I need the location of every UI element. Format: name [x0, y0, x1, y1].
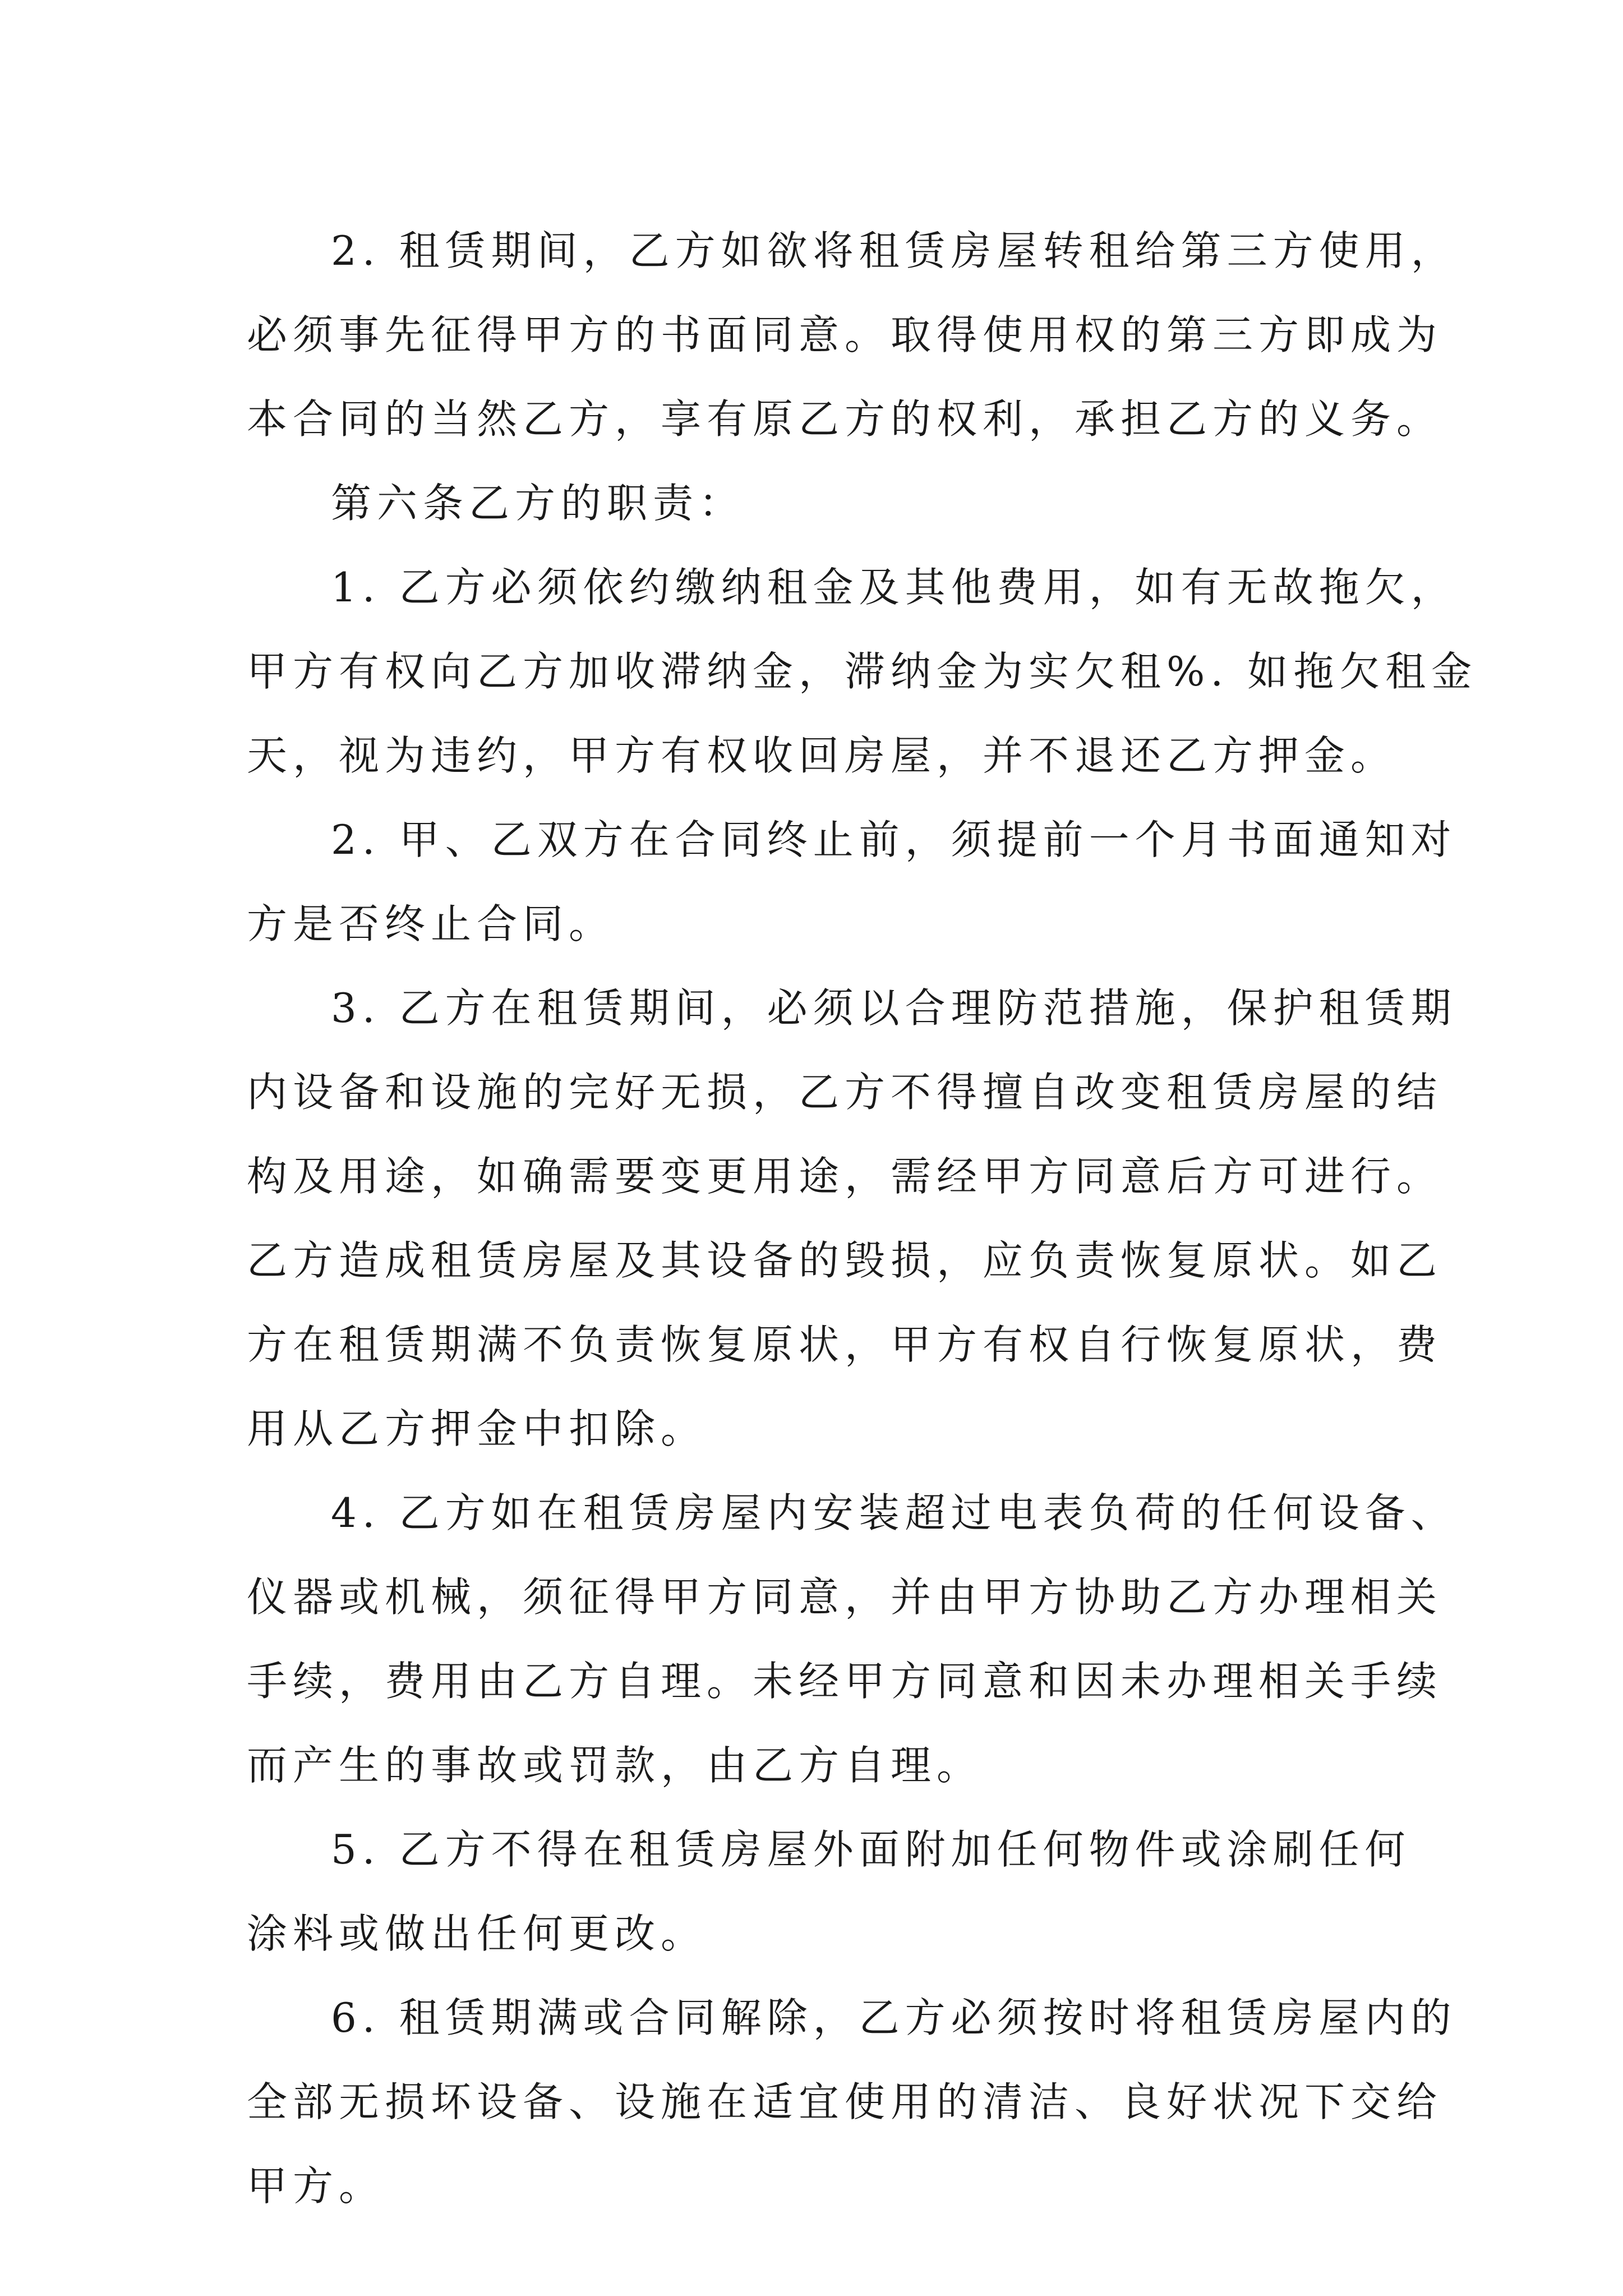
text-line: 乙方造成租赁房屋及其设备的毁损，应负责恢复原状。如乙	[247, 1237, 1443, 1284]
paragraph-p-sublease	[247, 209, 1457, 461]
paragraph-p-item3	[247, 966, 1457, 1471]
text-line: 5. 乙方不得在租赁房屋外面附加任何物件或涂刷任何	[331, 1826, 1411, 1873]
paragraph-p-article6	[247, 461, 1385, 545]
text-line: 而产生的事故或罚款，由乙方自理。	[247, 1742, 983, 1789]
text-line: 手续，费用由乙方自理。未经甲方同意和因未办理相关手续	[247, 1658, 1443, 1705]
text-line: 甲方有权向乙方加收滞纳金，滞纳金为实欠租%. 如拖欠租金	[247, 648, 1478, 695]
text-line: 涂料或做出任何更改。	[247, 1910, 707, 1957]
document-body	[247, 209, 1478, 2228]
text-line: 构及用途，如确需要变更用途，需经甲方同意后方可进行。	[247, 1153, 1443, 1200]
text-line: 1. 乙方必须依约缴纳租金及其他费用，如有无故拖欠，	[331, 564, 1457, 611]
text-line: 2. 甲、乙双方在合同终止前，须提前一个月书面通知对	[331, 816, 1457, 863]
paragraph-p-item2	[247, 798, 1457, 966]
text-line: 2. 租赁期间，乙方如欲将租赁房屋转租给第三方使用，	[331, 227, 1457, 274]
text-line: 3. 乙方在租赁期间，必须以合理防范措施，保护租赁期	[331, 984, 1457, 1032]
text-line: 仪器或机械，须征得甲方同意，并由甲方协助乙方办理相关	[247, 1573, 1443, 1621]
text-line: 天，视为违约，甲方有权收回房屋，并不退还乙方押金。	[247, 732, 1397, 779]
text-line: 必须事先征得甲方的书面同意。取得使用权的第三方即成为	[247, 311, 1443, 358]
text-line: 方是否终止合同。	[247, 900, 615, 947]
paragraph-p-item5	[247, 1807, 1411, 1976]
text-line: 内设备和设施的完好无损，乙方不得擅自改变租赁房屋的结	[247, 1069, 1443, 1116]
text-line: 用从乙方押金中扣除。	[247, 1405, 707, 1452]
text-line: 本合同的当然乙方，享有原乙方的权利，承担乙方的义务。	[247, 395, 1443, 443]
text-line: 第六条乙方的职责：	[331, 480, 745, 527]
paragraph-p-item6	[247, 1976, 1457, 2228]
paragraph-p-item4	[247, 1471, 1457, 1807]
text-line: 全部无损坏设备、设施在适宜使用的清洁、良好状况下交给	[247, 2078, 1443, 2125]
paragraph-p-item1	[247, 545, 1478, 798]
text-line: 方在租赁期满不负责恢复原状，甲方有权自行恢复原状，费	[247, 1321, 1443, 1368]
text-line: 4. 乙方如在租赁房屋内安装超过电表负荷的任何设备、	[331, 1489, 1457, 1536]
text-line: 甲方。	[247, 2162, 385, 2210]
text-line: 6. 租赁期满或合同解除，乙方必须按时将租赁房屋内的	[331, 1994, 1457, 2041]
